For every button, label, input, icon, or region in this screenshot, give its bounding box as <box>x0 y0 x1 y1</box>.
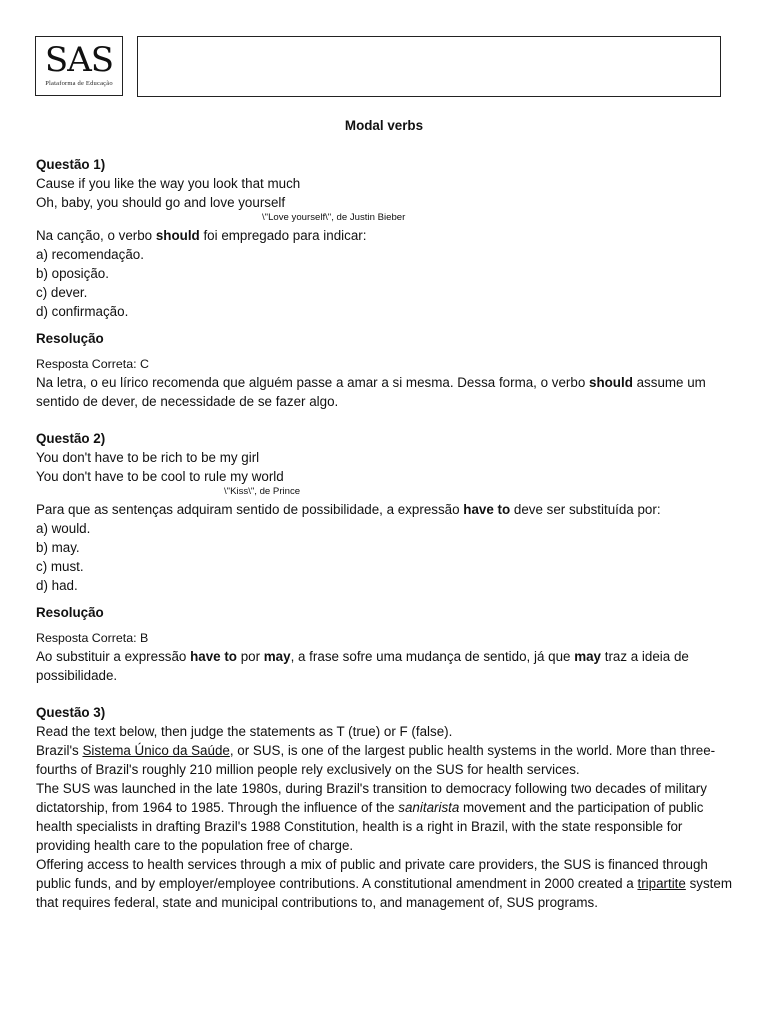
question-2-stem: Para que as sentenças adquiram sentido de possibilidade, a expressão have to deve ser substituída por: <box>36 502 661 517</box>
question-1-lyric-line: Oh, baby, you should go and love yourself <box>36 195 286 210</box>
logo-subtitle: Plataforma de Educação <box>45 80 113 87</box>
question-1 <box>36 155 732 411</box>
question-1-option: a) recomendação. <box>36 247 144 262</box>
sus-link-text: Sistema Único da Saúde <box>82 743 230 758</box>
question-3-paragraph-3: Offering access to health services through a mix of public and private care providers, the SUS is financed through public funds, and by employer/employee contributions. A constitutional amendment in 2000 created a tripartite system that requires federal, state and municipal contributions to, and management of, SUS programs. <box>36 857 732 910</box>
question-2-resolution-heading: Resolução <box>36 605 104 620</box>
question-3-heading: Questão 3) <box>36 705 106 720</box>
question-2-lyric-line: You don't have to be rich to be my girl <box>36 450 260 465</box>
question-1-option: b) oposição. <box>36 266 109 281</box>
question-2-song-credit: \"Kiss\", de Prince <box>224 486 301 497</box>
question-1-stem: Na canção, o verbo should foi empregado para indicar: <box>36 228 367 243</box>
question-2-explanation: Ao substituir a expressão have to por may, a frase sofre uma mudança de sentido, já que may traz a ideia de possibilidade. <box>36 649 689 683</box>
question-1-option: c) dever. <box>36 285 88 300</box>
question-2-option: b) may. <box>36 540 80 555</box>
question-2-correct-answer: Resposta Correta: B <box>36 631 149 645</box>
question-2-option: a) would. <box>36 521 91 536</box>
sas-logo <box>35 36 123 96</box>
question-1-explanation: Na letra, o eu lírico recomenda que alguém passe a amar a si mesma. Dessa forma, o verbo should assume um sentido de dever, de necessidade de se fazer algo. <box>36 375 706 409</box>
header-blank-field <box>137 36 721 97</box>
question-3-paragraph-2: The SUS was launched in the late 1980s, during Brazil's transition to democracy following two decades of military dictatorship, from 1964 to 1985. Through the influence of the sanitarista movement and the participation of public health specialists in drafting Brazil's 1988 Constitution, health is a right in Brazil, with the state responsible for providing health care to the population free of charge. <box>36 781 707 853</box>
question-1-option: d) confirmação. <box>36 304 129 319</box>
question-2-lyric-line: You don't have to be cool to rule my world <box>36 469 284 484</box>
question-2-heading: Questão 2) <box>36 431 106 446</box>
question-3-paragraph-1: Brazil's Sistema Único da Saúde, or SUS, is one of the largest public health systems in the world. More than three-fourths of Brazil's roughly 210 million people rely exclusively on the SUS for health services. <box>36 743 716 777</box>
document-body <box>36 116 732 912</box>
question-3 <box>36 703 732 912</box>
question-1-song-credit: \"Love yourself\", de Justin Bieber <box>262 212 406 223</box>
question-1-resolution-heading: Resolução <box>36 331 104 346</box>
question-1-heading: Questão 1) <box>36 157 106 172</box>
logo-wordmark: SAS <box>44 40 114 80</box>
tripartite-link-text: tripartite <box>637 876 686 891</box>
question-2 <box>36 429 732 685</box>
question-3-instruction: Read the text below, then judge the statements as T (true) or F (false). <box>36 724 453 739</box>
page-title: Modal verbs <box>344 118 424 133</box>
question-1-lyric-line: Cause if you like the way you look that much <box>36 176 301 191</box>
question-1-correct-answer: Resposta Correta: C <box>36 357 149 371</box>
question-2-option: d) had. <box>36 578 78 593</box>
question-2-option: c) must. <box>36 559 84 574</box>
